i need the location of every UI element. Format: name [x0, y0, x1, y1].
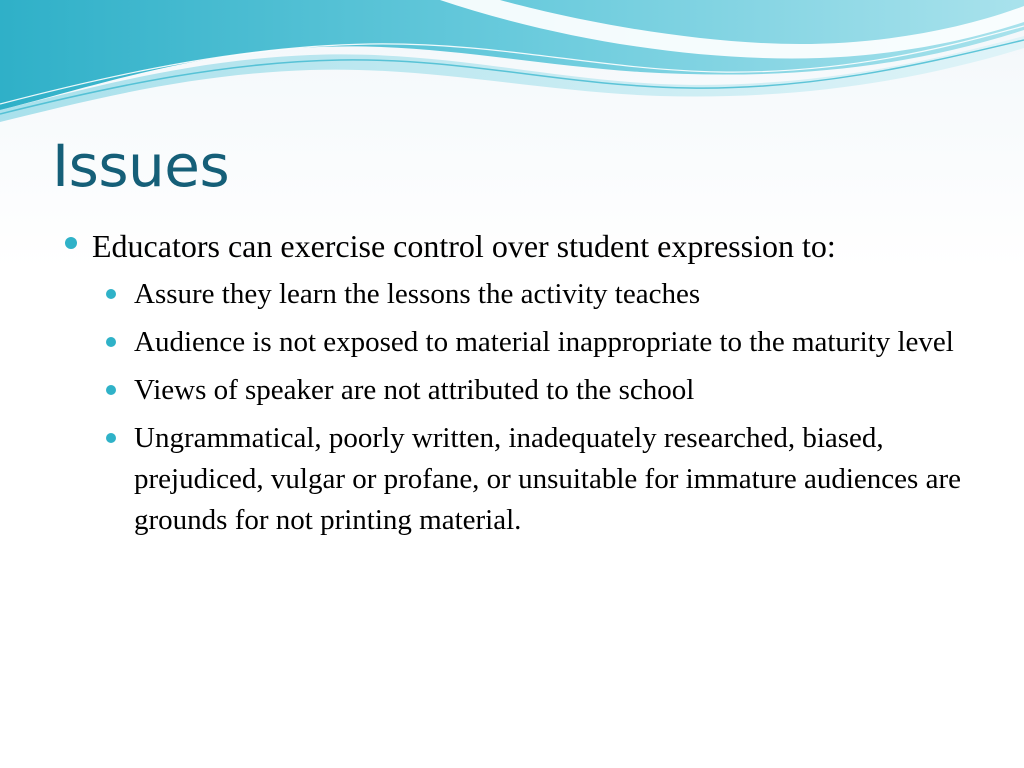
sub-bullet-text: Ungrammatical, poorly written, inadequately researched, biased, prejudiced, vulgar or profane, or unsuitable for immature audiences are grounds for not printing material.	[134, 422, 961, 536]
bullet-dot-icon	[65, 237, 77, 249]
sub-bullet-item	[104, 274, 982, 315]
bullet-dot-icon	[106, 385, 116, 395]
header-wave-decoration	[0, 0, 1024, 130]
sub-bullet-text: Assure they learn the lessons the activity teaches	[134, 278, 701, 310]
sub-bullet-item	[104, 322, 982, 363]
sub-bullet-item	[104, 370, 982, 411]
sub-bullet-list	[92, 274, 982, 541]
bullet-text: Educators can exercise control over student expression to:	[92, 228, 836, 264]
sub-bullet-item	[104, 418, 982, 541]
bullet-dot-icon	[106, 289, 116, 299]
sub-bullet-text: Audience is not exposed to material inappropriate to the maturity level	[134, 326, 954, 358]
bullet-dot-icon	[106, 433, 116, 443]
bullet-item	[62, 224, 982, 541]
bullet-dot-icon	[106, 337, 116, 347]
sub-bullet-text: Views of speaker are not attributed to the school	[134, 374, 695, 406]
slide-title: Issues	[52, 132, 230, 200]
bullet-list	[62, 224, 982, 548]
